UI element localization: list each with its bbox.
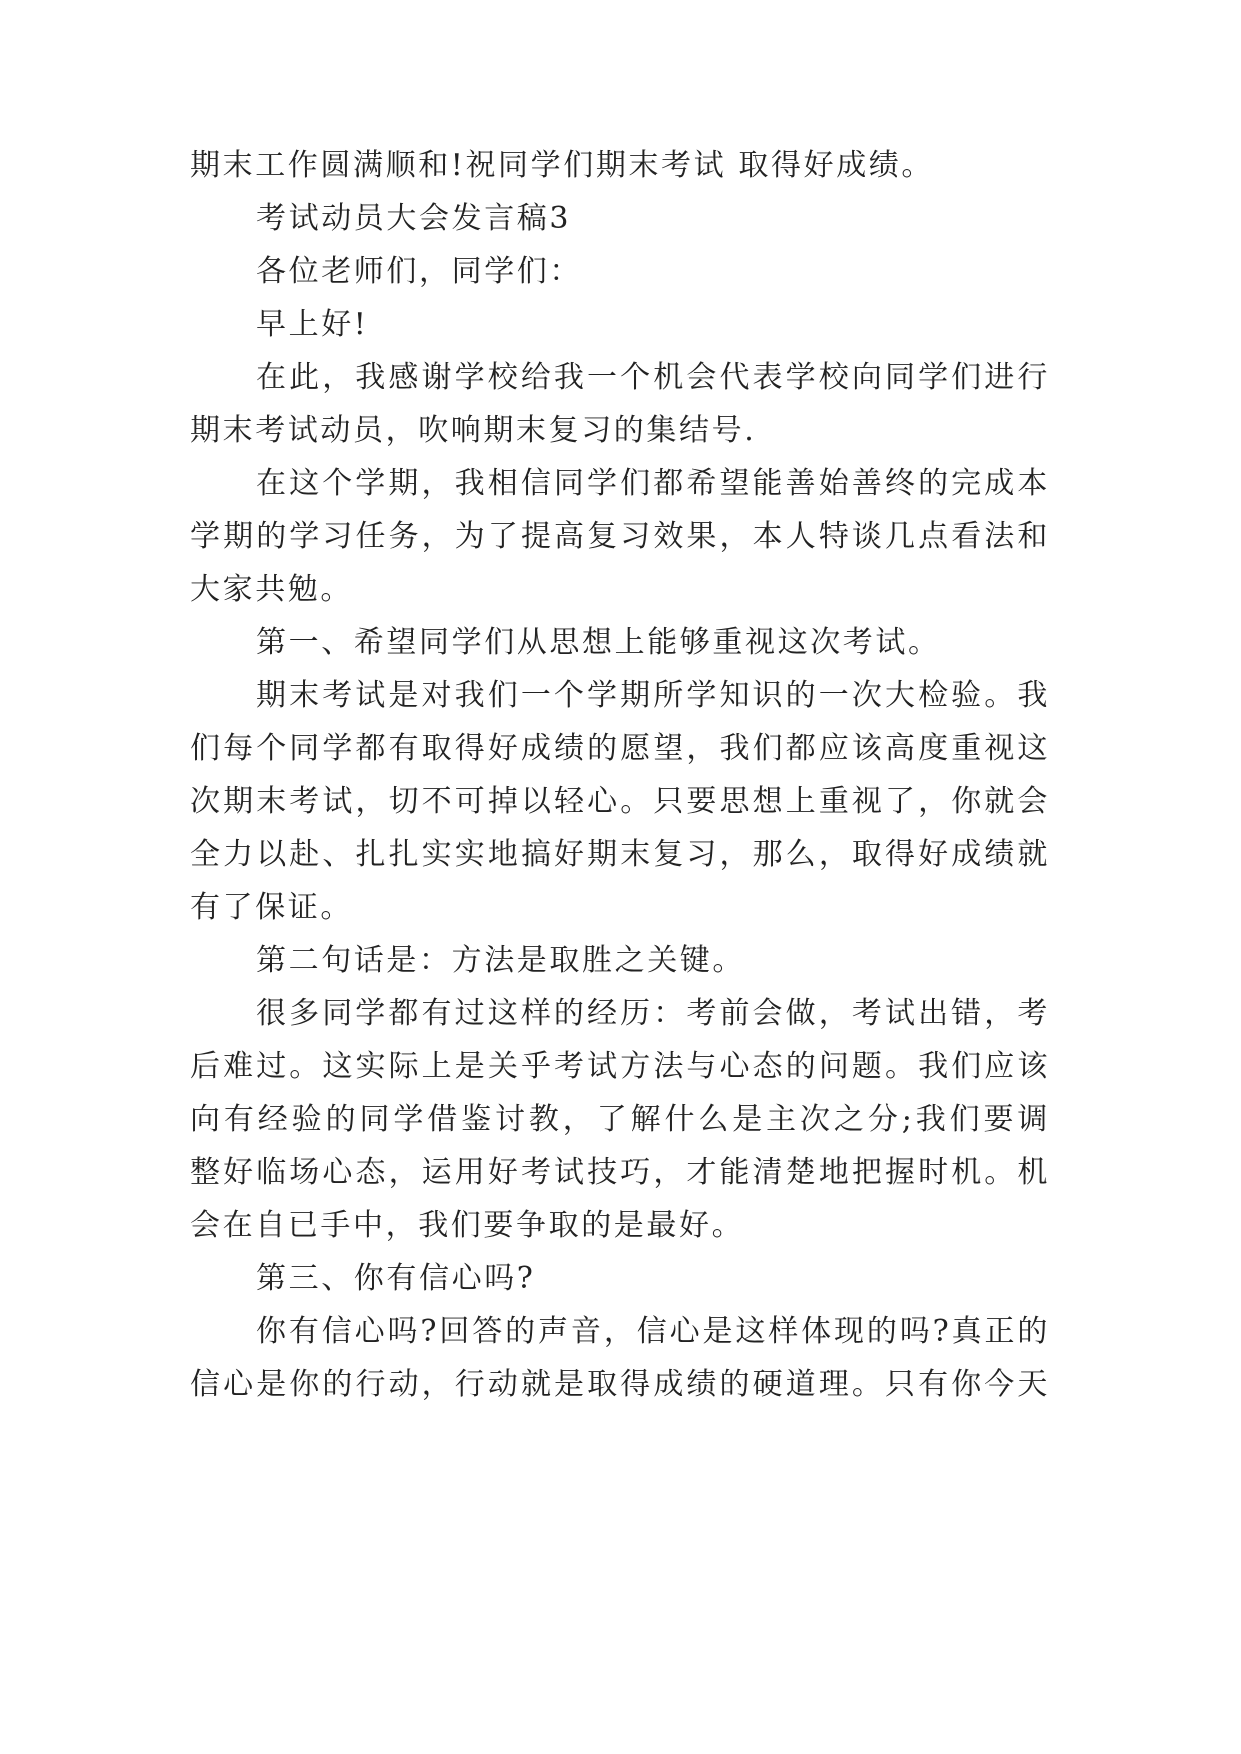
document-body [190, 139, 1050, 1411]
text-line: 信心是你的行动，行动就是取得成绩的硬道理。只有你今天 [190, 1367, 1050, 1402]
section-heading [190, 1252, 1050, 1305]
text-line: 各位老师们，同学们： [256, 254, 582, 289]
speech-title [190, 192, 1050, 245]
text-line: 第三、你有信心吗? [256, 1261, 536, 1296]
text-line: 大家共勉。 [190, 572, 353, 607]
text-line: 们每个同学都有取得好成绩的愿望，我们都应该高度重视这 [190, 731, 1050, 766]
text-line: 在此，我感谢学校给我一个机会代表学校向同学们进行 [256, 360, 1050, 395]
paragraph [190, 351, 1050, 457]
paragraph-continued [190, 139, 1050, 192]
text-line: 整好临场心态，运用好考试技巧，才能清楚地把握时机。机 [190, 1155, 1050, 1190]
text-line: 期末考试动员，吹响期末复习的集结号. [190, 413, 757, 448]
text-line: 次期末考试，切不可掉以轻心。只要思想上重视了，你就会 [190, 784, 1050, 819]
text-line: 早上好! [256, 307, 369, 342]
text-line: 你有信心吗?回答的声音，信心是这样体现的吗?真正的 [256, 1314, 1050, 1349]
paragraph [190, 1305, 1050, 1411]
text-line: 有了保证。 [190, 890, 353, 925]
greeting [190, 298, 1050, 351]
text-line: 期末考试是对我们一个学期所学知识的一次大检验。我 [256, 678, 1050, 713]
paragraph [190, 669, 1050, 934]
section-heading [190, 616, 1050, 669]
paragraph [190, 987, 1050, 1252]
paragraph [190, 457, 1050, 616]
text-line: 考试动员大会发言稿3 [256, 201, 572, 236]
text-line: 学期的学习任务，为了提高复习效果，本人特谈几点看法和 [190, 519, 1050, 554]
text-line: 第一、希望同学们从思想上能够重视这次考试。 [256, 625, 941, 660]
text-line: 全力以赴、扎扎实实地搞好期末复习，那么，取得好成绩就 [190, 837, 1050, 872]
salutation [190, 245, 1050, 298]
text-line: 会在自已手中，我们要争取的是最好。 [190, 1208, 745, 1243]
text-line: 向有经验的同学借鉴讨教，了解什么是主次之分;我们要调 [190, 1102, 1050, 1137]
section-heading [190, 934, 1050, 987]
text-line: 后难过。这实际上是关乎考试方法与心态的问题。我们应该 [190, 1049, 1050, 1084]
text-line: 期末工作圆满顺和!祝同学们期末考试 取得好成绩。 [190, 148, 934, 183]
text-line: 在这个学期，我相信同学们都希望能善始善终的完成本 [256, 466, 1050, 501]
text-line: 很多同学都有过这样的经历：考前会做，考试出错，考 [256, 996, 1050, 1031]
text-line: 第二句话是：方法是取胜之关键。 [256, 943, 745, 978]
